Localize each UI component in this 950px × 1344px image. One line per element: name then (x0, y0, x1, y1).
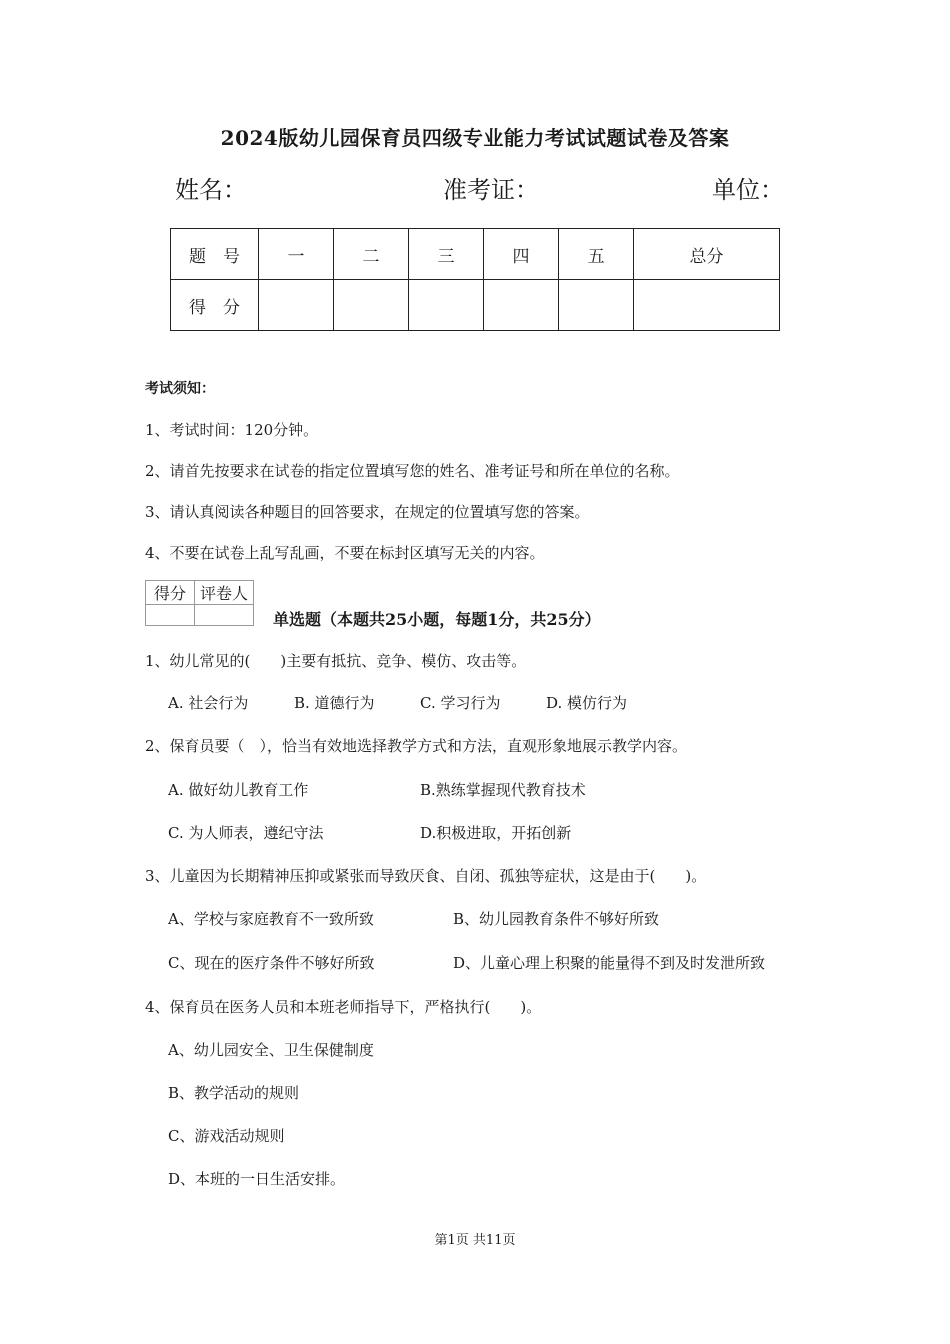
score-table-score-row (171, 280, 780, 331)
score-header-cell: 二 (334, 229, 409, 280)
notice-item: 2、请首先按要求在试卷的指定位置填写您的姓名、准考证号和所在单位的名称。 (145, 462, 680, 480)
score-header-cell: 四 (484, 229, 559, 280)
question-stem: 1、幼儿常见的( )主要有抵抗、竞争、模仿、攻击等。 (145, 652, 527, 670)
score-cell[interactable] (409, 280, 484, 331)
question-option[interactable]: D.积极进取，开拓创新 (420, 824, 572, 842)
question-option[interactable]: B、幼儿园教育条件不够好所致 (453, 910, 660, 928)
grader-name-label: 评卷人 (195, 581, 254, 605)
question-option[interactable]: D、儿童心理上积聚的能量得不到及时发泄所致 (453, 954, 766, 972)
question-option[interactable]: C. 为人师表，遵纪守法 (168, 824, 324, 842)
score-cell[interactable] (634, 280, 780, 331)
score-cell[interactable] (559, 280, 634, 331)
question-option[interactable]: B、教学活动的规则 (168, 1084, 300, 1102)
score-header-cell: 一 (259, 229, 334, 280)
page-title: 2024版幼儿园保育员四级专业能力考试试题试卷及答案 (220, 126, 730, 150)
notice-item: 3、请认真阅读各种题目的回答要求，在规定的位置填写您的答案。 (145, 503, 590, 521)
score-header-cell: 题 号 (171, 229, 259, 280)
question-option[interactable]: A. 社会行为 (168, 694, 249, 712)
score-header-cell: 总分 (634, 229, 780, 280)
score-cell[interactable] (484, 280, 559, 331)
question-option[interactable]: A、幼儿园安全、卫生保健制度 (168, 1041, 374, 1059)
exam-id-label: 准考证： (443, 176, 539, 204)
score-cell[interactable] (259, 280, 334, 331)
unit-label: 单位： (712, 176, 784, 204)
question-option[interactable]: B. 道德行为 (294, 694, 375, 712)
grader-box (145, 580, 254, 626)
score-table-header-row (171, 229, 780, 280)
question-option[interactable]: C. 学习行为 (420, 694, 501, 712)
question-option[interactable]: A、学校与家庭教育不一致所致 (168, 910, 374, 928)
question-option[interactable]: D. 模仿行为 (546, 694, 628, 712)
page-footer: 第1页 共11页 (434, 1233, 516, 1248)
question-option[interactable]: C、游戏活动规则 (168, 1127, 285, 1145)
score-table (170, 228, 780, 331)
notice-item: 4、不要在试卷上乱写乱画，不要在标封区填写无关的内容。 (145, 544, 545, 562)
grader-score-cell[interactable] (146, 605, 195, 626)
notice-heading: 考试须知： (145, 381, 215, 397)
grader-score-label: 得分 (146, 581, 195, 605)
name-label: 姓名： (175, 176, 247, 204)
notice-item: 1、考试时间：120分钟。 (145, 421, 319, 439)
question-option[interactable]: B.熟练掌握现代教育技术 (420, 781, 586, 799)
score-row-label: 得 分 (171, 280, 259, 331)
question-stem: 2、保育员要（ ），恰当有效地选择教学方式和方法，直观形象地展示教学内容。 (145, 737, 688, 755)
question-stem: 4、保育员在医务人员和本班老师指导下，严格执行( )。 (145, 998, 542, 1016)
score-header-cell: 五 (559, 229, 634, 280)
section-title: 单选题（本题共25小题，每题1分，共25分） (273, 610, 601, 629)
score-header-cell: 三 (409, 229, 484, 280)
question-option[interactable]: A. 做好幼儿教育工作 (168, 781, 309, 799)
question-stem: 3、儿童因为长期精神压抑或紧张而导致厌食、自闭、孤独等症状，这是由于( )。 (145, 867, 707, 885)
question-option[interactable]: C、现在的医疗条件不够好所致 (168, 954, 375, 972)
grader-name-cell[interactable] (195, 605, 254, 626)
question-option[interactable]: D、本班的一日生活安排。 (168, 1170, 346, 1188)
score-cell[interactable] (334, 280, 409, 331)
